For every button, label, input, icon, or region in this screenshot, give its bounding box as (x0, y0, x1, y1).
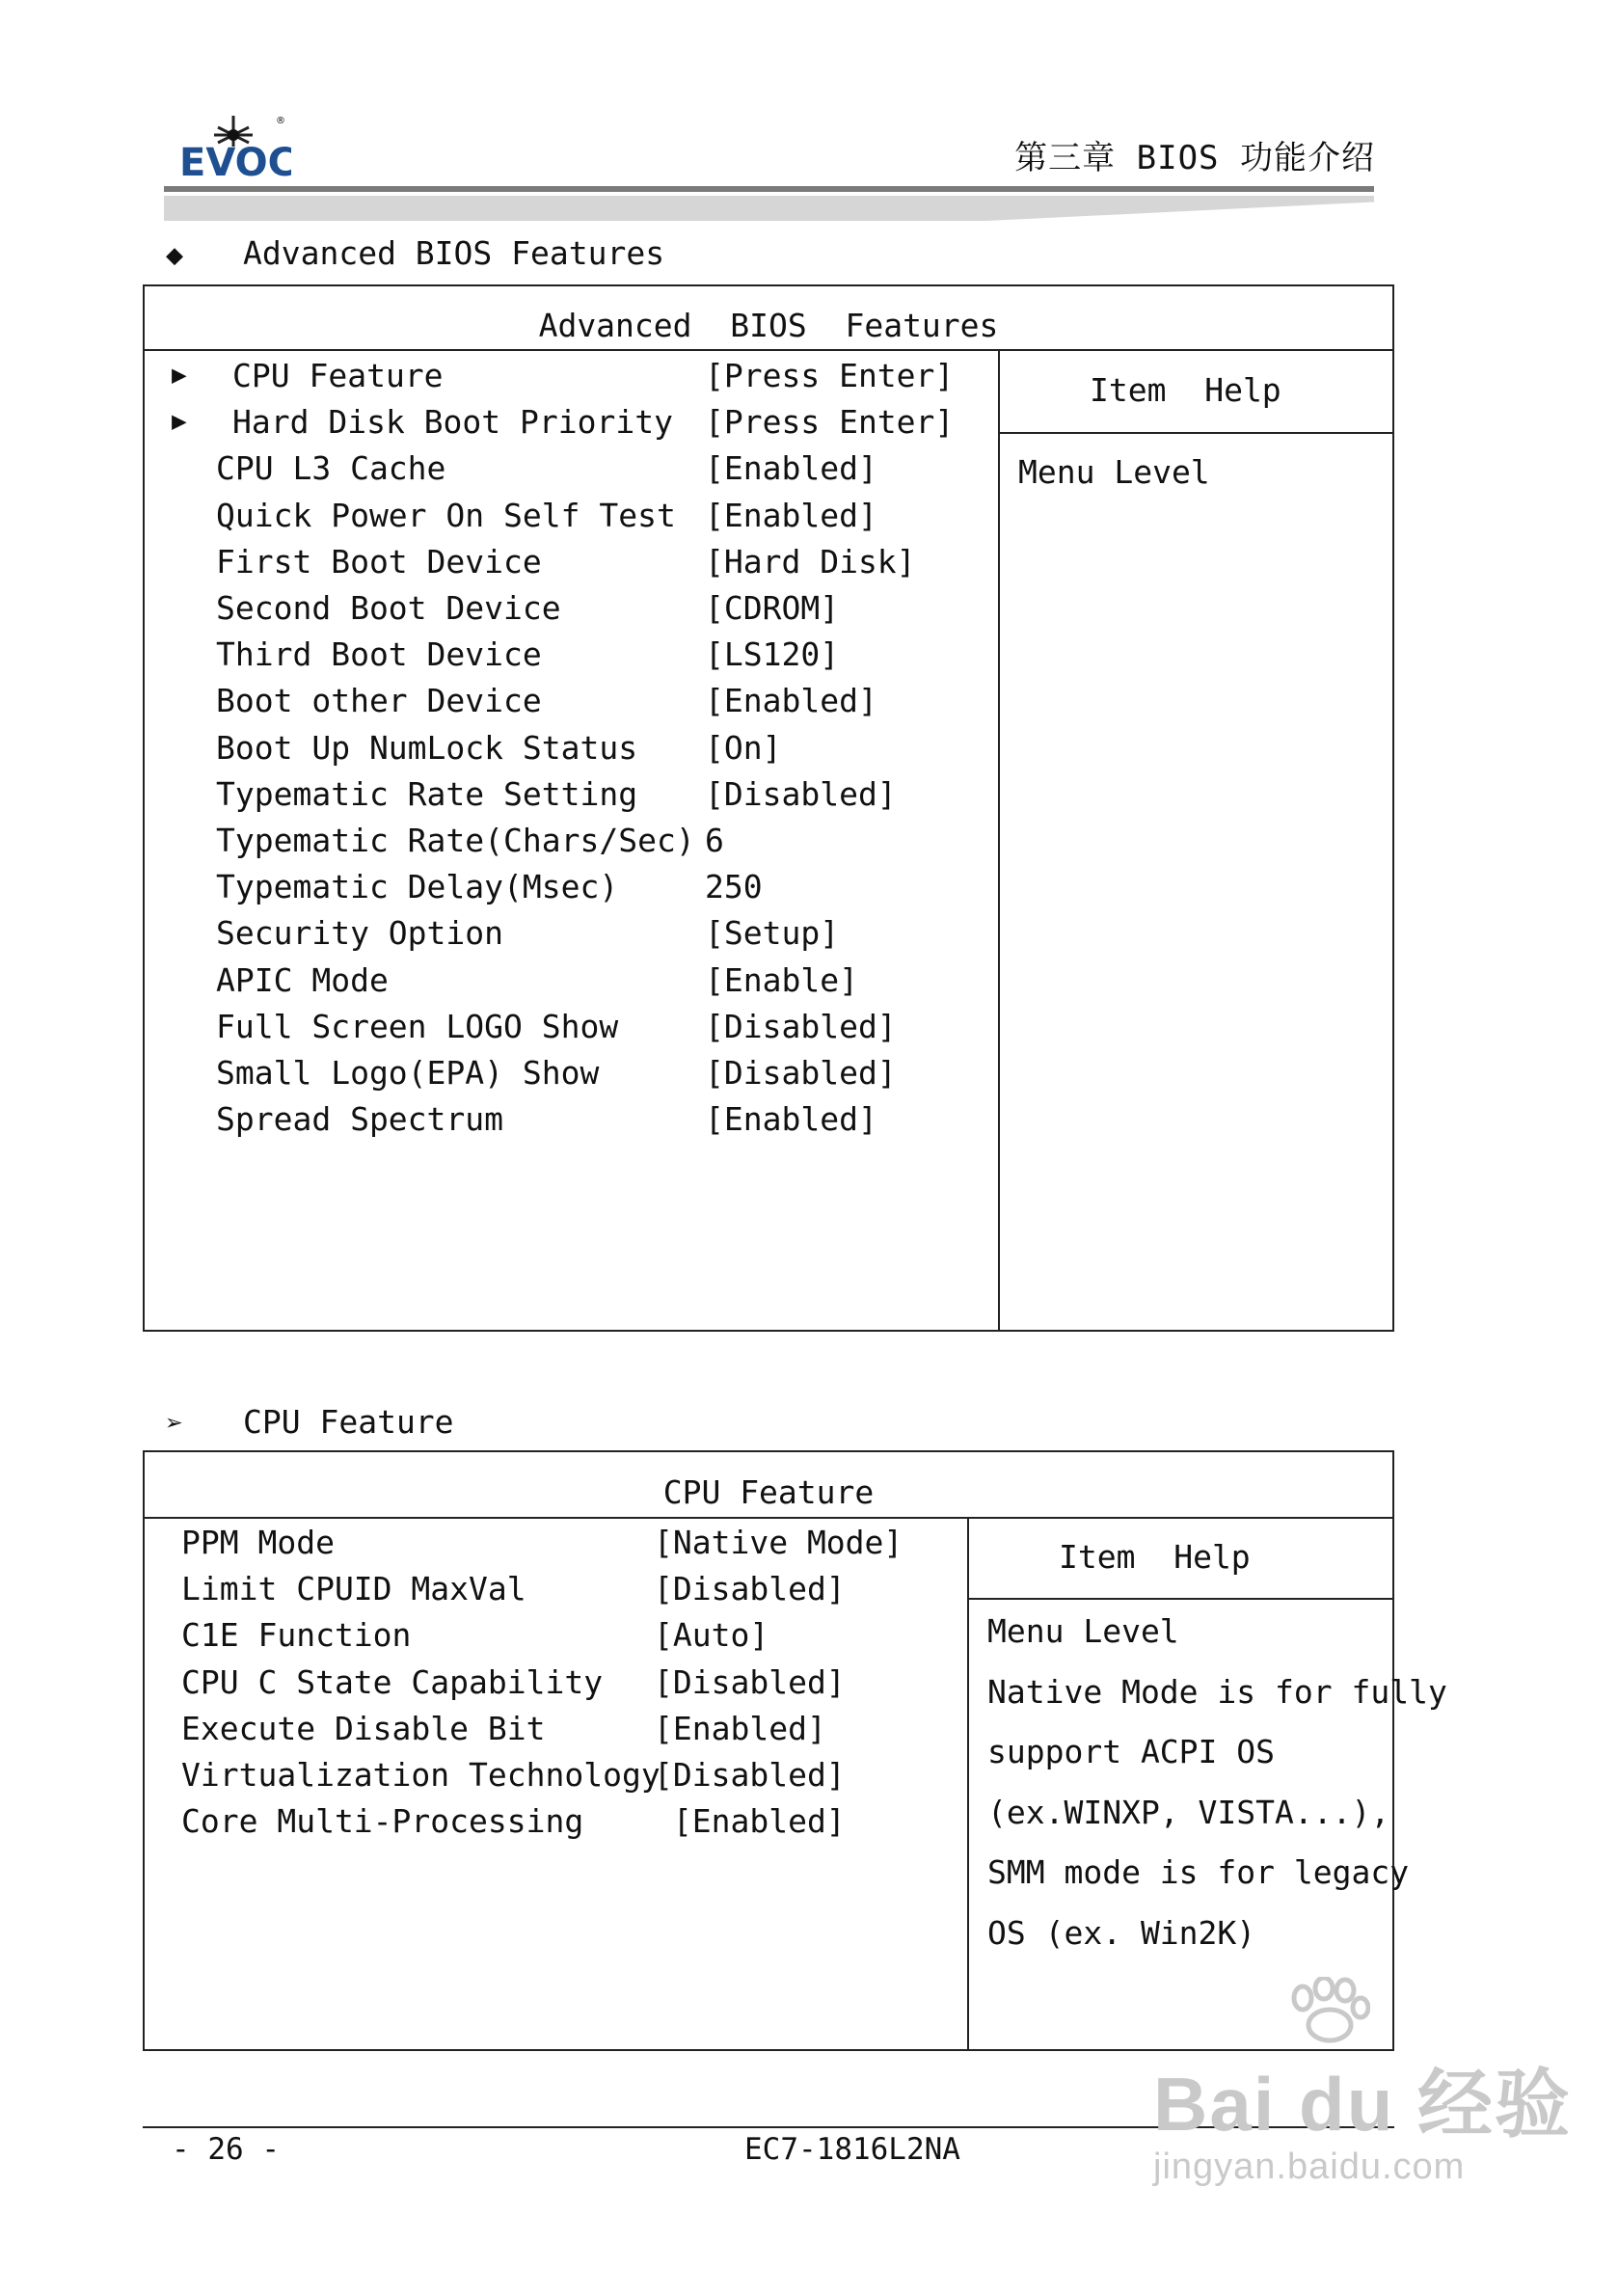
setting-value[interactable]: [Native Mode] (654, 1524, 903, 1561)
header-rule (164, 186, 1374, 192)
setting-value[interactable]: [Enabled] (705, 449, 877, 488)
setting-label: Typematic Delay(Msec) (216, 868, 619, 906)
setting-value[interactable]: [Enabled] (705, 496, 877, 534)
setting-label: CPU Feature (232, 357, 444, 394)
arrow-bullet-icon: ➢ (166, 1407, 184, 1441)
baidu-watermark (1153, 2044, 1572, 2188)
setting-label: First Boot Device (216, 542, 542, 581)
divider (143, 1517, 1394, 1519)
setting-label: Limit CPUID MaxVal (181, 1570, 526, 1608)
setting-label: Second Boot Device (216, 589, 561, 627)
watermark-logo: Bai du 经验 (1153, 2062, 1573, 2147)
setting-value[interactable]: [CDROM] (705, 589, 840, 627)
setting-value[interactable]: [Disabled] (705, 1054, 897, 1092)
setting-label: Typematic Rate(Chars/Sec) (216, 822, 695, 859)
chapter-title: 第三章 BIOS 功能介绍 (1014, 139, 1375, 177)
panel-title: CPU Feature (662, 1473, 875, 1511)
setting-label: Execute Disable Bit (181, 1709, 546, 1747)
setting-value[interactable]: [Hard Disk] (705, 542, 916, 581)
setting-value[interactable]: [On] (705, 728, 782, 767)
setting-value[interactable]: [Enabled] (705, 1100, 877, 1139)
section-title-text: CPU Feature (243, 1403, 454, 1441)
page-number: - 26 - (172, 2132, 280, 2167)
setting-value[interactable]: [Disabled] (654, 1756, 846, 1794)
setting-label: Third Boot Device (216, 635, 542, 674)
setting-label: Core Multi-Processing (181, 1802, 584, 1841)
setting-value[interactable]: [Disabled] (654, 1662, 846, 1701)
setting-value[interactable]: 250 (705, 868, 763, 906)
setting-label: Full Screen LOGO Show (216, 1007, 619, 1045)
setting-value[interactable]: [Disabled] (705, 1007, 897, 1045)
divider (967, 1598, 1394, 1600)
setting-label: Security Option (216, 914, 504, 953)
setting-label: CPU L3 Cache (216, 449, 446, 488)
section-heading-cpu-feature (166, 1403, 454, 1441)
setting-value[interactable]: [LS120] (705, 635, 840, 674)
submenu-arrow-icon: ▶ (172, 407, 187, 437)
setting-value[interactable]: 6 (705, 822, 724, 859)
divider (143, 349, 1394, 351)
setting-value[interactable]: [Enabled] (705, 682, 877, 720)
setting-label: Virtualization Technology (181, 1756, 661, 1794)
setting-value[interactable]: [Disabled] (705, 774, 897, 813)
setting-value[interactable]: [Enabled] (654, 1802, 846, 1841)
divider (998, 432, 1394, 434)
setting-label: Spread Spectrum (216, 1100, 504, 1139)
help-line: OS (ex. Win2K) (987, 1913, 1256, 1952)
help-line: SMM mode is for legacy (987, 1853, 1410, 1891)
divider (998, 349, 1000, 1332)
setting-value[interactable]: [Disabled] (654, 1570, 846, 1608)
help-line: support ACPI OS (987, 1733, 1276, 1770)
setting-label: C1E Function (181, 1616, 412, 1655)
setting-value[interactable]: [Setup] (705, 914, 840, 953)
diamond-bullet-icon: ◆ (166, 238, 184, 272)
setting-label: PPM Mode (181, 1524, 335, 1561)
header-rule-shade (164, 196, 1374, 221)
help-line: (ex.WINXP, VISTA...), (987, 1793, 1390, 1831)
panel-title: Advanced BIOS Features (538, 307, 999, 344)
setting-label: APIC Mode (216, 960, 389, 999)
setting-value[interactable]: [Press Enter] (705, 357, 955, 394)
setting-value[interactable]: [Enable] (705, 960, 858, 999)
model-number: EC7-1816L2NA (744, 2132, 960, 2167)
paw-icon (1283, 1977, 1370, 2044)
svg-text:®: ® (276, 116, 285, 126)
logo-text: EVOC (179, 141, 291, 185)
setting-label: Hard Disk Boot Priority (232, 403, 673, 442)
item-help-title: Item Help (1059, 1538, 1251, 1576)
setting-label: Boot Up NumLock Status (216, 728, 638, 767)
submenu-arrow-icon: ▶ (172, 361, 187, 390)
section-heading-advanced-bios (166, 234, 664, 272)
setting-label: Boot other Device (216, 682, 542, 720)
evoc-logo (175, 108, 291, 185)
setting-label: Quick Power On Self Test (216, 496, 676, 534)
setting-value[interactable]: [Press Enter] (705, 403, 955, 442)
section-title-text: Advanced BIOS Features (243, 234, 665, 272)
setting-label: Small Logo(EPA) Show (216, 1054, 600, 1092)
help-line: Menu Level (987, 1612, 1179, 1650)
help-line: Menu Level (1018, 453, 1210, 491)
setting-value[interactable]: [Enabled] (654, 1709, 826, 1747)
setting-label: Typematic Rate Setting (216, 774, 638, 813)
watermark-url: jingyan.baidu.com (1153, 2147, 1466, 2187)
setting-value[interactable]: [Auto] (654, 1616, 769, 1655)
setting-label: CPU C State Capability (181, 1662, 604, 1701)
item-help-title: Item Help (1090, 371, 1281, 409)
help-line: Native Mode is for fully (987, 1672, 1447, 1711)
